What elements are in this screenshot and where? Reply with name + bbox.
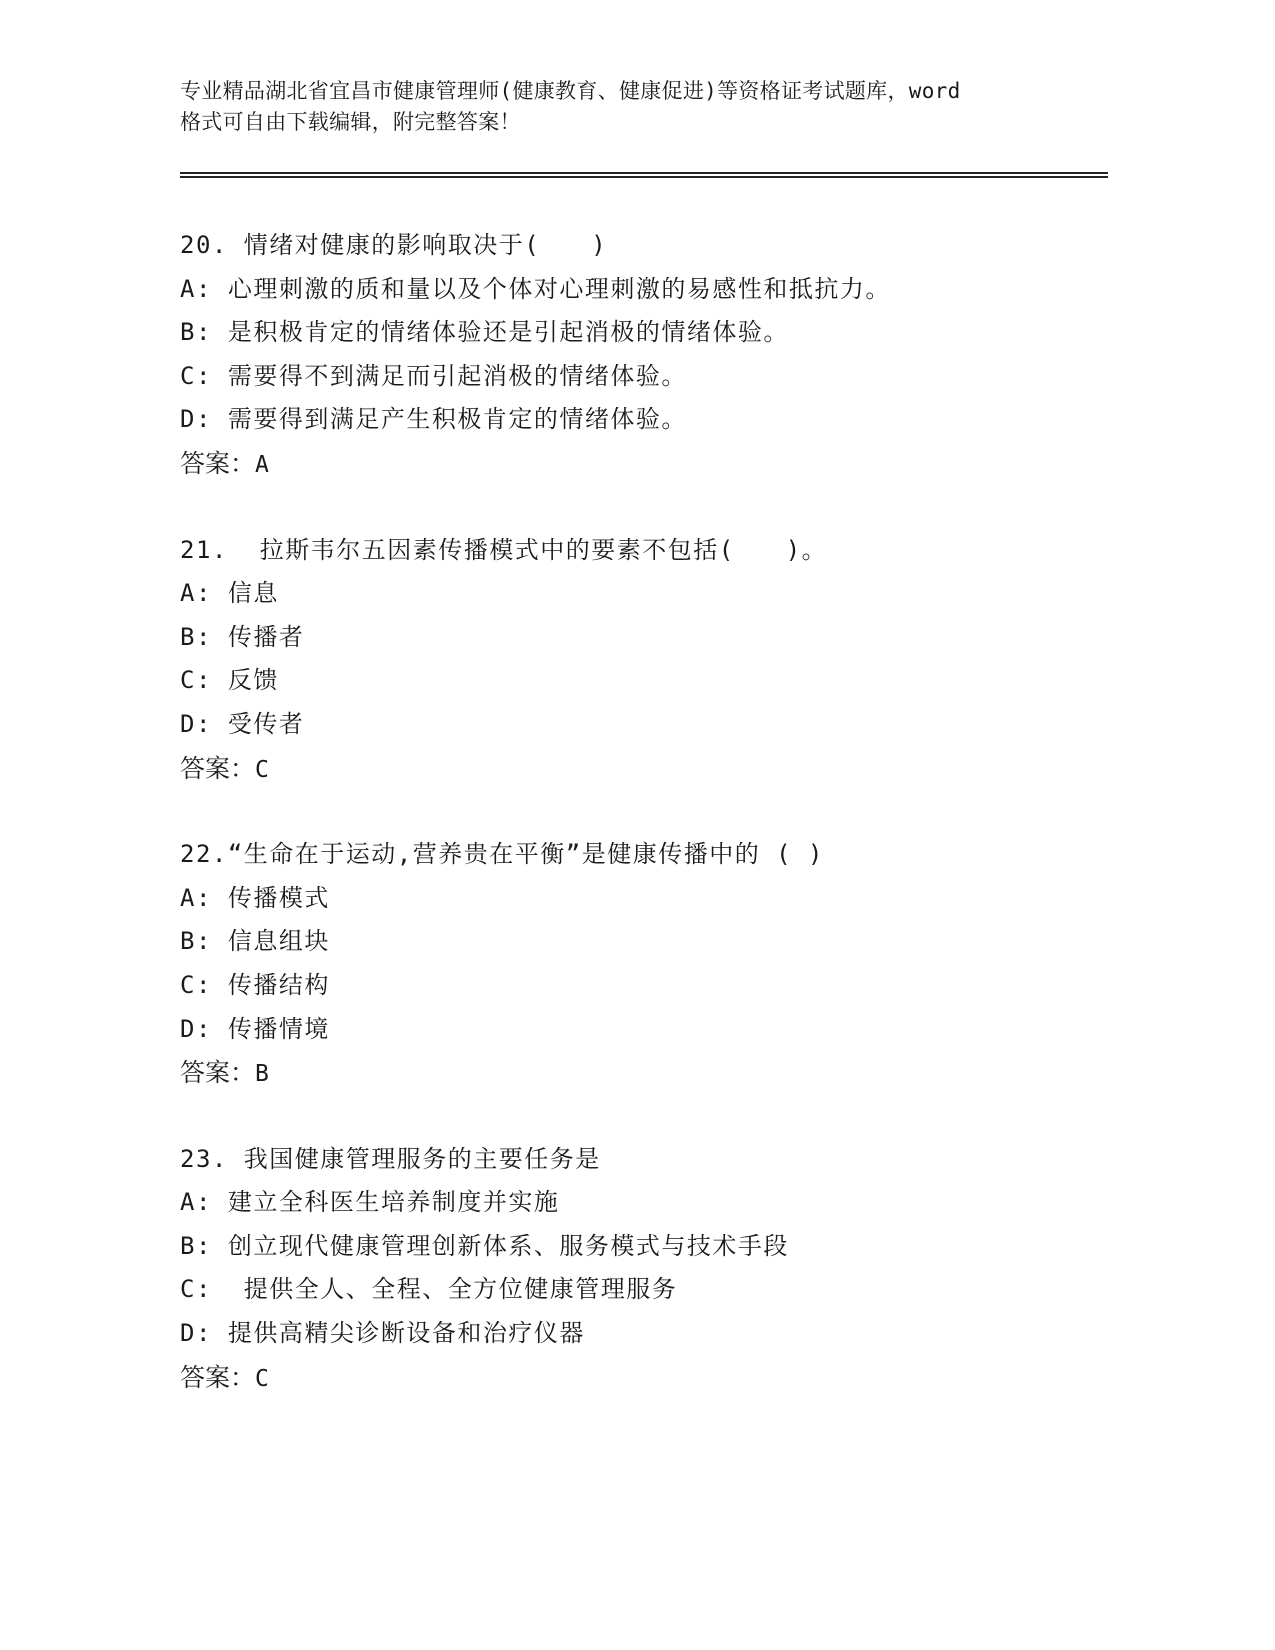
answer-line — [180, 442, 1120, 486]
question-20 — [180, 224, 1120, 486]
question-23 — [180, 1138, 1120, 1400]
question-spacer — [180, 486, 1120, 529]
option-d: D: 受传者 — [180, 709, 305, 738]
answer-value: A — [255, 451, 269, 478]
answer-value: C — [255, 1365, 269, 1392]
page-header — [180, 76, 1110, 138]
option-d: D: 提供高精尖诊断设备和治疗仪器 — [180, 1319, 585, 1348]
option-a: A: 信息 — [180, 579, 279, 608]
question-stem: 21. 拉斯韦尔五因素传播模式中的要素不包括( )。 — [180, 535, 828, 564]
question-stem: 23. 我国健康管理服务的主要任务是 — [180, 1144, 601, 1173]
answer-label: 答案： — [180, 448, 256, 478]
question-list — [180, 224, 1120, 1399]
answer-label: 答案： — [180, 1058, 256, 1088]
option-a: A: 心理刺激的质和量以及个体对心理刺激的易感性和抵抗力。 — [180, 274, 891, 303]
question-stem: 20. 情绪对健康的影响取决于( ) — [180, 231, 608, 259]
option-d: D: 传播情境 — [180, 1014, 330, 1043]
header-line-1: 专业精品湖北省宜昌市健康管理师(健康教育、健康促进)等资格证考试题库，word — [180, 79, 961, 103]
option-b: B: 是积极肯定的情绪体验还是引起消极的情绪体验。 — [180, 318, 789, 347]
answer-value: C — [255, 756, 269, 783]
answer-label: 答案： — [180, 753, 256, 783]
header-line-2: 格式可自由下载编辑，附完整答案！ — [180, 110, 521, 134]
answer-line — [180, 1051, 1120, 1095]
question-spacer — [180, 790, 1120, 833]
option-c: C: 提供全人、全程、全方位健康管理服务 — [180, 1275, 678, 1304]
answer-value: B — [255, 1061, 269, 1088]
header-divider — [180, 172, 1108, 178]
answer-label: 答案： — [180, 1362, 256, 1392]
option-a: A: 建立全科医生培养制度并实施 — [180, 1188, 560, 1217]
question-spacer — [180, 1095, 1120, 1138]
question-21 — [180, 529, 1120, 791]
option-b: B: 创立现代健康管理创新体系、服务模式与技术手段 — [180, 1231, 789, 1260]
answer-line — [180, 1356, 1120, 1400]
question-22 — [180, 833, 1120, 1095]
option-b: B: 信息组块 — [180, 927, 330, 956]
option-c: C: 反馈 — [180, 666, 279, 695]
option-c: C: 需要得不到满足而引起消极的情绪体验。 — [180, 361, 687, 390]
option-d: D: 需要得到满足产生积极肯定的情绪体验。 — [180, 405, 687, 434]
option-b: B: 传播者 — [180, 622, 305, 651]
answer-line — [180, 747, 1120, 791]
question-stem: 22.“生命在于运动,营养贵在平衡”是健康传播中的 ( ) — [180, 840, 824, 869]
option-c: C: 传播结构 — [180, 970, 330, 999]
option-a: A: 传播模式 — [180, 883, 330, 912]
